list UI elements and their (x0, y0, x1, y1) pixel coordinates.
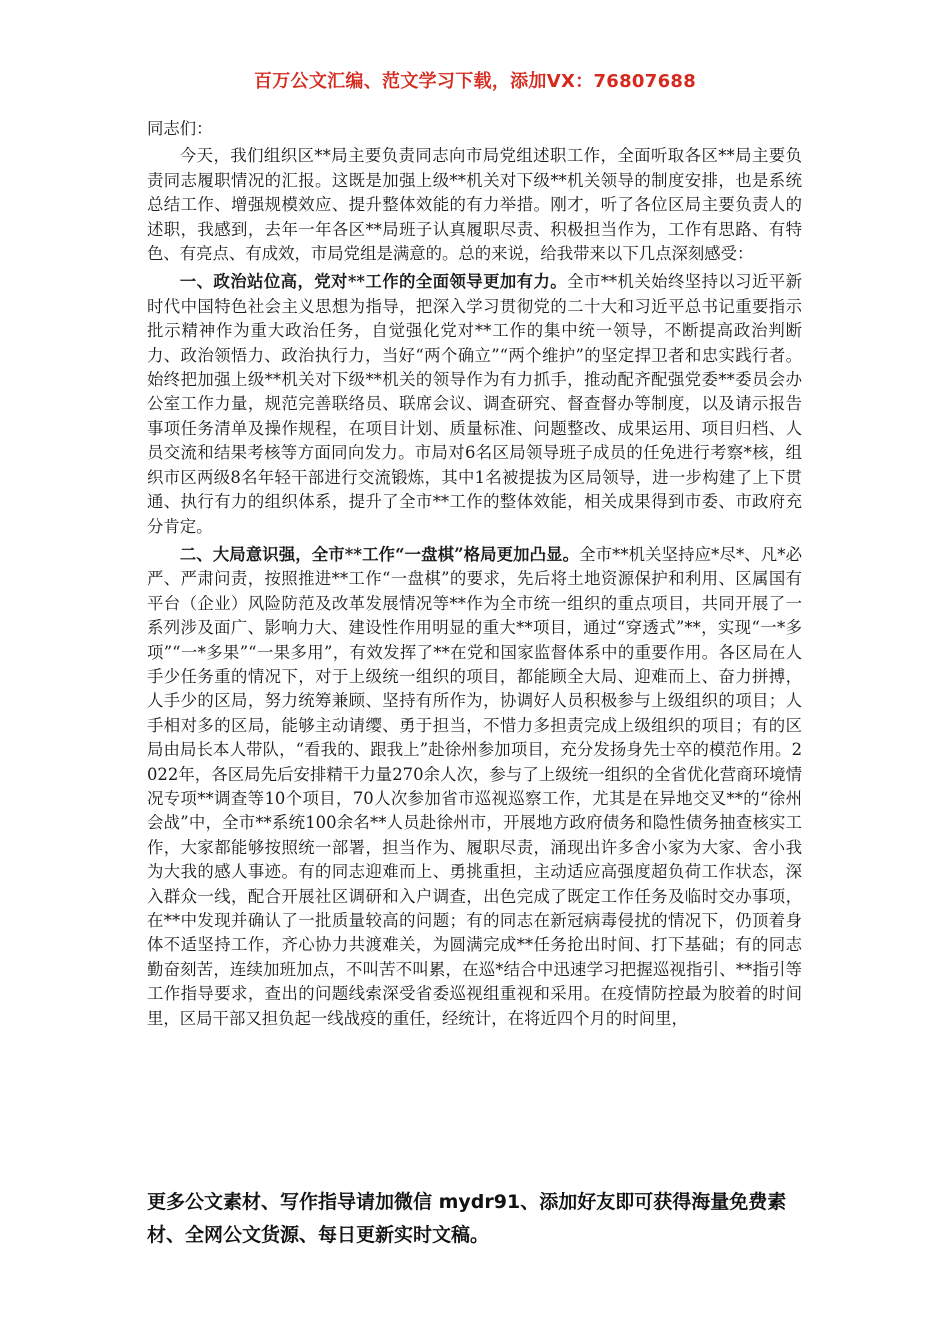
section-1-body: 全市**机关始终坚持以习近平新时代中国特色社会主义思想为指导，把深入学习贯彻党的二十大和习近平总书记重要指示批示精神作为重大政治任务，自觉强化党对**工作的集中统一领导，不断提高政治判断力、政治领悟力、政治执行力，当好“两个确立”“两个维护”的坚定捍卫者和忠实践行者。始终把加强上级**机关对下级**机关的领导作为有力抓手，推动配齐配强党委**委员会办公室工作力量，规范完善联络员、联席会议、调查研究、督查督办等制度，以及请示报告事项任务清单及操作规程，在项目计划、质量标准、问题整改、成果运用、项目归档、人员交流和结果考核等方面同向发力。市局对6名区局领导班子成员的任免进行考察*核，组织市区两级8名年轻干部进行交流锻炼，其中1名被提拔为区局领导，进一步构建了上下贯通、执行有力的组织体系，提升了全市**工作的整体效能，相关成果得到市委、市政府充分肯定。 (147, 272, 802, 536)
intro-paragraph: 今天，我们组织区**局主要负责同志向市局党组述职工作，全面听取各区**局主要负责同志履职情况的汇报。这既是加强上级**机关对下级**机关领导的制度安排，也是系统总结工作、增强规模效应、提升整体效能的有力举措。刚才，听了各位区局主要负责人的述职，我感到，去年一年各区**局班子认真履职尽责、积极担当作为，工作有思路、有特色、有亮点、有成效，市局党组是满意的。总的来说，给我带来以下几点深刻感受： (147, 146, 802, 264)
footer-ad-text: 更多公文素材、写作指导请加微信 mydr91、添加好友即可获得海量免费素材、全网公文货源、每日更新实时文稿。 (147, 1191, 787, 1246)
header-ad-banner: 百万公文汇编、范文学习下载，添加VX：76807688 (253, 71, 697, 92)
section-1-paragraph (147, 270, 802, 538)
section-2-paragraph (147, 543, 802, 1031)
document-body (147, 117, 802, 1035)
salutation: 同志们： (147, 119, 213, 138)
section-2-heading: 二、大局意识强，全市**工作“一盘棋”格局更加凸显。 (179, 544, 580, 564)
section-1-heading: 一、政治站位高，党对**工作的全面领导更加有力。 (179, 272, 568, 292)
section-2-body: 全市**机关坚持应*尽*、凡*必严、严肃问责，按照推进**工作“一盘棋”的要求，先后将土地资源保护和利用、区属国有平台（企业）风险防范及改革发展情况等**作为全市统一组织的重点项目，共同开展了一系列涉及面广、影响力大、建设性作用明显的重大**项目，通过“穿透式”**，实现“一*多项”“一*多果”“一果多用”，有效发挥了**在党和国家监督体系中的重要作用。各区局在人手少任务重的情况下，对于上级统一组织的项目，都能顾全大局、迎难而上、奋力拼搏，人手少的区局，努力统筹兼顾、坚持有所作为，协调好人员积极参与上级组织的项目；人手相对多的区局，能够主动请缨、勇于担当，不惜力多担责完成上级组织的项目；有的区局由局长本人带队，“看我的、跟我上”赴徐州参加项目，充分发扬身先士卒的模范作用。2022年，各区局先后安排精干力量270余人次，参与了上级统一组织的全省优化营商环境情况专项**调查等10个项目，70人次参加省市巡视巡察工作，尤其是在异地交叉**的“徐州会战”中，全市**系统100余名**人员赴徐州市，开展地方政府债务和隐性债务抽查核实工作，大家都能够按照统一部署，担当作为、履职尽责，涌现出许多舍小家为大家、舍小我为大我的感人事迹。有的同志迎难而上、勇挑重担，主动适应高强度超负荷工作状态，深入群众一线，配合开展社区调研和入户调查，出色完成了既定工作任务及临时交办事项，在**中发现并确认了一批质量较高的问题；有的同志在新冠病毒侵扰的情况下，仍顶着身体不适坚持工作，齐心协力共渡难关，为圆满完成**任务抢出时间、打下基础；有的同志勤奋刻苦，连续加班加点，不叫苦不叫累，在巡*结合中迅速学习把握巡视指引、**指引等工作指导要求，查出的问题线索深受省委巡视组重视和采用。在疫情防控最为胶着的时间里，区局干部又担负起一线战疫的重任，经统计，在将近四个月的时间里， (147, 544, 802, 1028)
